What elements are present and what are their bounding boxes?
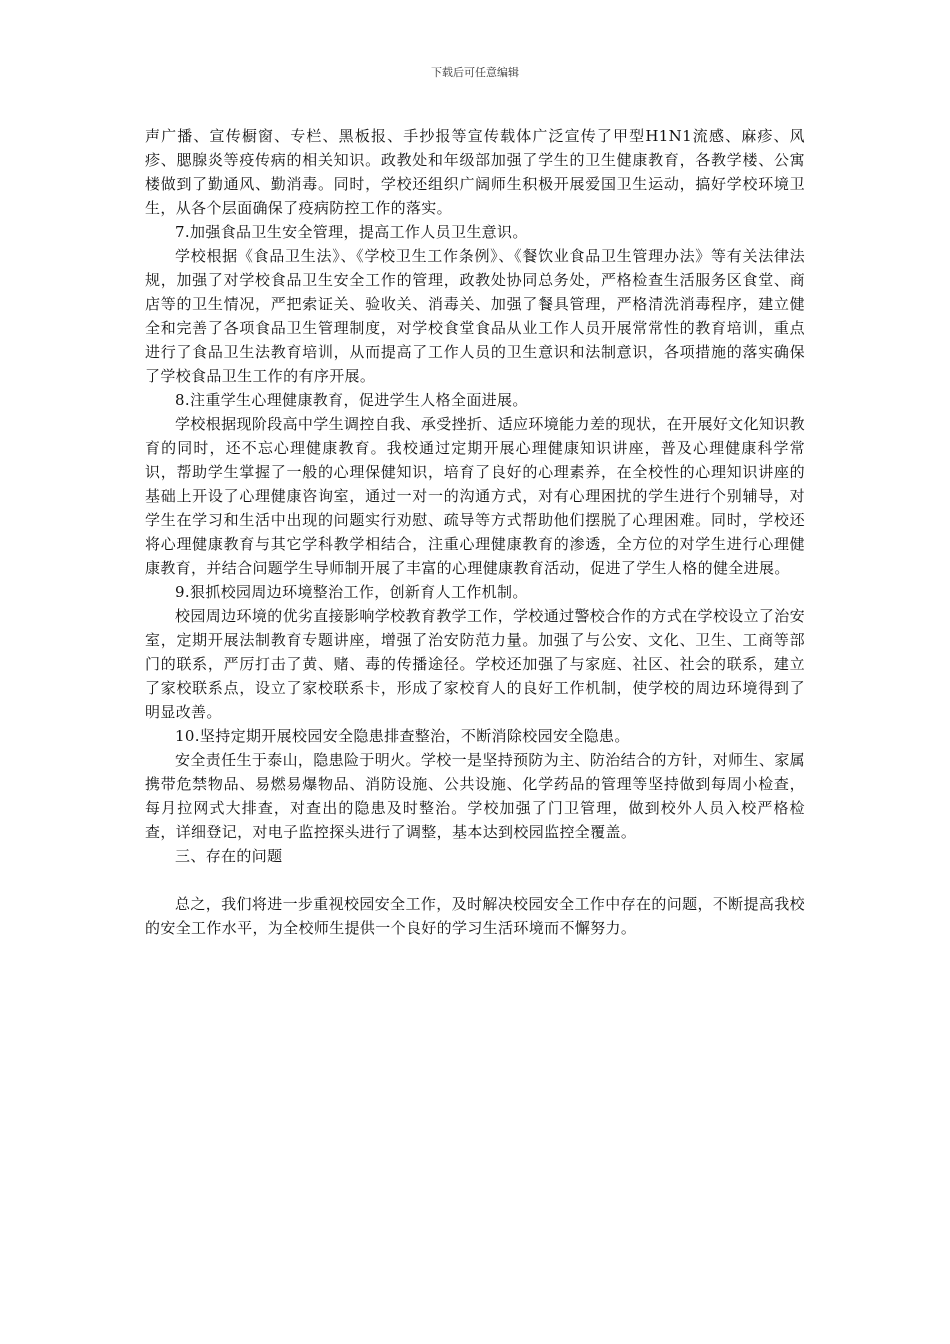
paragraph-campus-environment: 校园周边环境的优劣直接影响学校教育教学工作，学校通过警校合作的方式在学校设立了治安室，定期开展法制教育专题讲座，增强了治安防范力量。加强了与公安、文化、卫生、工商等部门的联系，严厉打击了黄、赌、毒的传播途径。学校还加强了与家庭、社区、社会的联系，建立了家校联系点，设立了家校联系卡，形成了家校育人的良好工作机制，使学校的周边环境得到了明显改善。 xyxy=(145,607,805,721)
section-heading-7: 7.加强食品卫生安全管理，提高工作人员卫生意识。 xyxy=(175,223,528,241)
paragraph-hazard-inspection: 安全责任生于泰山，隐患险于明火。学校一是坚持预防为主、防治结合的方针，对师生、家属携带危禁物品、易燃易爆物品、消防设施、公共设施、化学药品的管理等坚持做到每周小检查，每月拉网式大排查，对查出的隐患及时整治。学校加强了门卫管理，做到校外人员入校严格检查，详细登记，对电子监控探头进行了调整，基本达到校园监控全覆盖。 xyxy=(145,751,805,841)
page-header-note: 下载后可任意编辑 xyxy=(431,66,519,79)
section-heading-10: 10.坚持定期开展校园安全隐患排查整治，不断消除校园安全隐患。 xyxy=(175,727,630,745)
section-heading-8: 8.注重学生心理健康教育，促进学生人格全面进展。 xyxy=(175,391,528,409)
paragraph-mental-health: 学校根据现阶段高中学生调控自我、承受挫折、适应环境能力差的现状，在开展好文化知识教育的同时，还不忘心理健康教育。我校通过定期开展心理健康知识讲座，普及心理健康科学常识，帮助学生掌握了一般的心理保健知识，培育了良好的心理素养，在全校性的心理知识讲座的基础上开设了心理健康咨询室，通过一对一的沟通方式，对有心理困扰的学生进行个别辅导，对学生在学习和生活中出现的问题实行劝慰、疏导等方式帮助他们摆脱了心理困难。同时，学校还将心理健康教育与其它学科教学相结合，注重心理健康教育的渗透，全方位的对学生进行心理健康教育，并结合问题学生导师制开展了丰富的心理健康教育活动，促进了学生人格的健全进展。 xyxy=(145,415,805,577)
paragraph-continuation: 声广播、宣传橱窗、专栏、黑板报、手抄报等宣传载体广泛宣传了甲型H1N1流感、麻疹、风疹、腮腺炎等疫传病的相关知识。政教处和年级部加强了学生的卫生健康教育，各教学楼、公寓楼做到了勤通风、勤消毒。同时，学校还组织广阔师生积极开展爱国卫生运动，搞好学校环境卫生，从各个层面确保了疫病防控工作的落实。 xyxy=(145,127,805,217)
paragraph-food-safety: 学校根据《食品卫生法》、《学校卫生工作条例》、《餐饮业食品卫生管理办法》等有关法律法规，加强了对学校食品卫生安全工作的管理，政教处协同总务处，严格检查生活服务区食堂、商店等的卫生情况，严把索证关、验收关、消毒关、加强了餐具管理，严格清洗消毒程序，建立健全和完善了各项食品卫生管理制度，对学校食堂食品从业工作人员开展常常性的教育培训，重点进行了食品卫生法教育培训，从而提高了工作人员的卫生意识和法制意识，各项措施的落实确保了学校食品卫生工作的有序开展。 xyxy=(145,247,805,385)
paragraph-conclusion: 总之，我们将进一步重视校园安全工作，及时解决校园安全工作中存在的问题，不断提高我校的安全工作水平，为全校师生提供一个良好的学习生活环境而不懈努力。 xyxy=(145,895,805,937)
section-heading-9: 9.狠抓校园周边环境整治工作，创新育人工作机制。 xyxy=(175,583,528,601)
document-body xyxy=(145,124,805,940)
section-heading-problems: 三、存在的问题 xyxy=(175,847,283,865)
